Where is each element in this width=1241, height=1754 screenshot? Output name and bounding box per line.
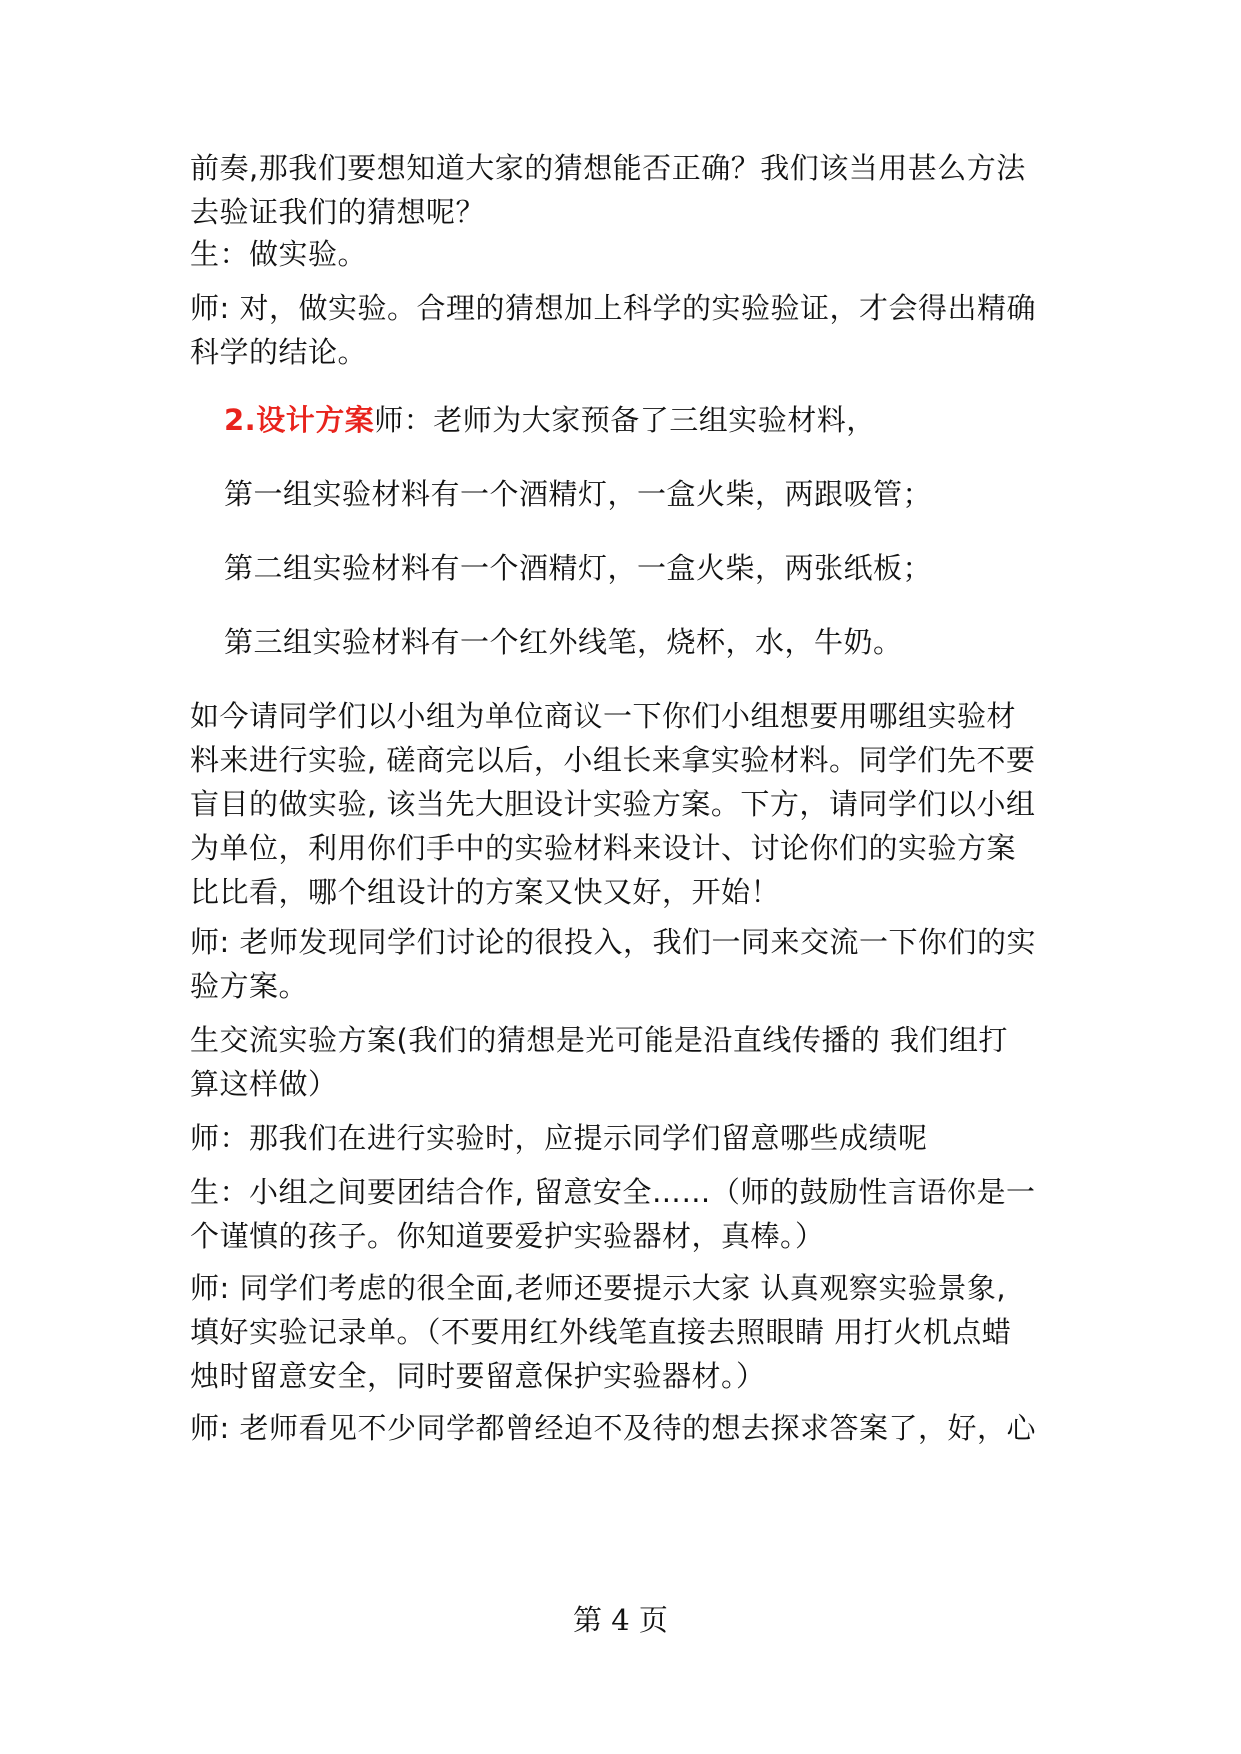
- text-line: 师: 对，做实验。合理的猜想加上科学的实验验证，才会得出精确: [190, 291, 1036, 325]
- text-line: 算这样做）: [190, 1067, 338, 1101]
- text-line: 去验证我们的猜想呢？: [190, 195, 486, 229]
- text-line: 生交流实验方案(我们的猜想是光可能是沿直线传播的 我们组打: [190, 1023, 1009, 1057]
- paragraph-1: [190, 146, 1090, 234]
- paragraph-8: [190, 694, 1090, 914]
- text-line: 师: 同学们考虑的很全面,老师还要提示大家 认真观察实验景象,: [190, 1271, 1007, 1305]
- paragraph-6: [224, 546, 1124, 590]
- text-line: 生：做实验。: [190, 237, 368, 271]
- text-line: 生：小组之间要团结合作, 留意安全……（师的鼓励性言语你是一: [190, 1175, 1036, 1209]
- paragraph-14: [190, 1406, 1090, 1450]
- paragraph-5: [224, 472, 1124, 516]
- text-line: 盲目的做实验, 该当先大胆设计实验方案。下方，请同学们以小组: [190, 787, 1036, 821]
- paragraph-11: [190, 1116, 1090, 1160]
- paragraph-4: [224, 398, 1124, 442]
- text-line: 填好实验记录单。（不要用红外线笔直接去照眼睛 用打火机点蜡: [190, 1315, 1012, 1349]
- text-line: 前奏,那我们要想知道大家的猜想能否正确？我们该当用甚么方法: [190, 151, 1026, 185]
- text-line: 如今请同学们以小组为单位商议一下你们小组想要用哪组实验材: [190, 699, 1017, 733]
- paragraph-7: [224, 620, 1124, 664]
- text-line: 师：那我们在进行实验时，应提示同学们留意哪些成绩呢: [190, 1121, 928, 1155]
- paragraph-3: [190, 286, 1090, 374]
- paragraph-13: [190, 1266, 1090, 1398]
- text-line: 第三组实验材料有一个红外线笔，烧杯，水，牛奶。: [224, 625, 903, 659]
- text-line: 验方案。: [190, 969, 309, 1003]
- text-line: 师：老师为大家预备了三组实验材料，: [374, 403, 876, 437]
- paragraph-10: [190, 1018, 1090, 1106]
- page-number: 第 4 页: [573, 1603, 668, 1637]
- text-line: 师: 老师发现同学们讨论的很投入，我们一同来交流一下你们的实: [190, 925, 1036, 959]
- paragraph-2: [190, 232, 1090, 276]
- section-heading: 2.设计方案: [224, 403, 375, 437]
- text-line: 第一组实验材料有一个酒精灯，一盒火柴，两跟吸管；: [224, 477, 933, 511]
- text-line: 为单位，利用你们手中的实验材料来设计、讨论你们的实验方案: [190, 831, 1017, 865]
- text-line: 比比看，哪个组设计的方案又快又好，开始！: [190, 875, 781, 909]
- text-line: 烛时留意安全，同时要留意保护实验器材。）: [190, 1359, 766, 1393]
- text-line: 料来进行实验, 磋商完以后，小组长来拿实验材料。同学们先不要: [190, 743, 1036, 777]
- text-line: 师: 老师看见不少同学都曾经迫不及待的想去探求答案了，好，心: [190, 1411, 1036, 1445]
- text-line: 科学的结论。: [190, 335, 368, 369]
- paragraph-12: [190, 1170, 1090, 1258]
- text-line: 个谨慎的孩子。你知道要爱护实验器材，真棒。）: [190, 1219, 825, 1253]
- paragraph-9: [190, 920, 1090, 1008]
- text-line: 第二组实验材料有一个酒精灯，一盒火柴，两张纸板；: [224, 551, 933, 585]
